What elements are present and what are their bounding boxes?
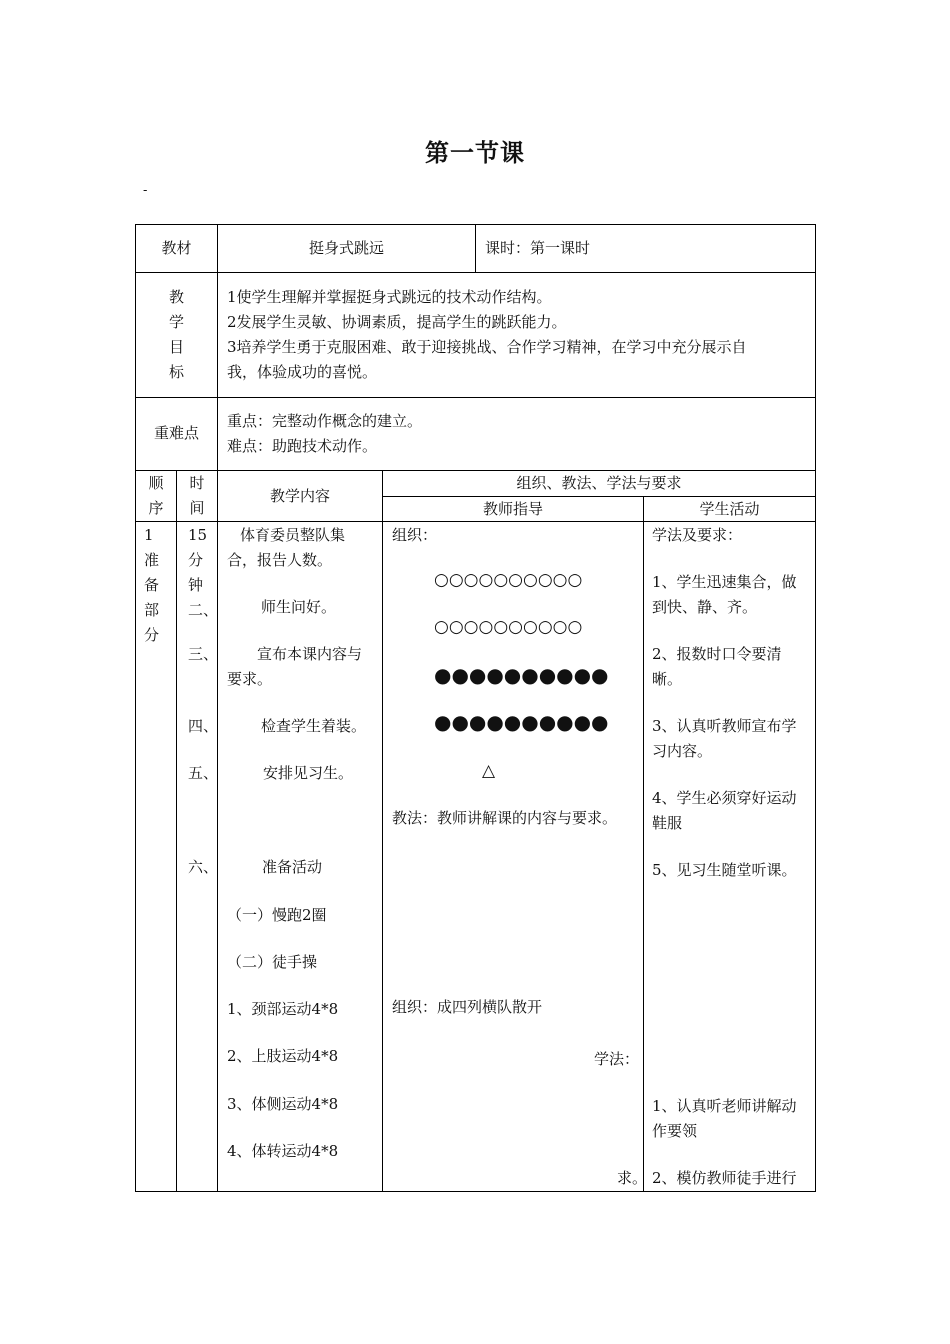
content-item: 合，报告人数。: [227, 551, 333, 569]
content-item: 1、颈部运动4*8: [227, 1000, 339, 1018]
content-item: 师生问好。: [261, 598, 337, 616]
student-item: 2、模仿教师徒手进行: [652, 1169, 797, 1187]
key-points: [227, 409, 422, 459]
student-item: 1、学生迅速集合，做 到快、静、齐。: [652, 573, 797, 616]
teaching-method: 教法：教师讲解课的内容与要求。: [392, 809, 618, 827]
content-item: 4、体转运动4*8: [227, 1142, 339, 1160]
difficulty-point: 难点：助跑技术动作。: [227, 437, 378, 455]
teacher-header: 教师指导: [482, 500, 543, 518]
org-spread: 组织：成四列横队散开: [392, 998, 543, 1016]
formation-row-filled: ●●●●●●●●●●: [434, 710, 609, 734]
section-time: 15 分 钟 二、: [188, 526, 219, 619]
page-title: 第一节课: [425, 138, 525, 167]
study-method-label: 学法：: [594, 1050, 640, 1068]
content-item: （二）徒手操: [227, 953, 318, 971]
content-item: 3、体侧运动4*8: [227, 1095, 339, 1113]
goals-list: [227, 285, 747, 385]
requirement-tail: 求。: [617, 1169, 648, 1187]
student-title: 学法及要求：: [652, 526, 743, 544]
step-number: 六、: [188, 858, 219, 876]
order-header: 顺 序: [148, 474, 164, 517]
student-item: 4、学生必须穿好运动 鞋服: [652, 789, 797, 832]
student-item: 5、见习生随堂听课。: [652, 861, 797, 879]
content-item: 2、上肢运动4*8: [227, 1047, 339, 1065]
formation-row-open: ○○○○○○○○○○: [434, 617, 583, 637]
formation-row-open: ○○○○○○○○○○: [434, 570, 583, 590]
org-label: 组织：: [392, 526, 438, 544]
lesson-label: 课时：第一课时: [485, 239, 591, 257]
key-points-label: 重难点: [153, 424, 199, 442]
content-item: 安排见习生。: [263, 764, 354, 782]
content-item: 要求。: [227, 670, 273, 688]
formation-row-filled: ●●●●●●●●●●: [434, 663, 609, 687]
focus-point: 重点：完整动作概念的建立。: [227, 412, 423, 430]
content-item: 准备活动: [262, 858, 323, 876]
section-order: 1 准 备 部 分: [144, 526, 160, 644]
material-value: 挺身式跳远: [308, 239, 384, 257]
goal-item: 1使学生理解并掌握挺身式跳远的技术动作结构。: [227, 288, 552, 306]
student-header: 学生活动: [699, 500, 760, 518]
student-item: 1、认真听老师讲解动 作要领: [652, 1097, 797, 1140]
content-header: 教学内容: [269, 487, 330, 505]
goal-item: 3培养学生勇于克服困难、敢于迎接挑战、合作学习精神，在学习中充分展示自: [227, 338, 747, 356]
goals-label: 教 学 目 标: [168, 288, 184, 381]
teacher-mark: △: [482, 761, 496, 781]
content-item: 体育委员整队集: [240, 526, 346, 544]
student-item: 3、认真听教师宣布学 习内容。: [652, 717, 797, 760]
dash-mark: -: [143, 183, 148, 198]
goal-item: 2发展学生灵敏、协调素质，提高学生的跳跃能力。: [227, 313, 567, 331]
student-item: 2、报数时口令要清 晰。: [652, 645, 782, 688]
goal-item: 我，体验成功的喜悦。: [227, 363, 378, 381]
material-label: 教材: [161, 239, 192, 257]
time-header: 时 间: [189, 474, 205, 517]
org-header: 组织、教法、学法与要求: [516, 474, 682, 492]
step-number: 五、: [188, 764, 219, 782]
step-number: 四、: [188, 717, 219, 735]
content-item: 检查学生着装。: [261, 717, 367, 735]
content-item: 宣布本课内容与: [257, 645, 363, 663]
step-number: 三、: [188, 645, 219, 663]
content-item: （一）慢跑2圈: [227, 906, 327, 924]
